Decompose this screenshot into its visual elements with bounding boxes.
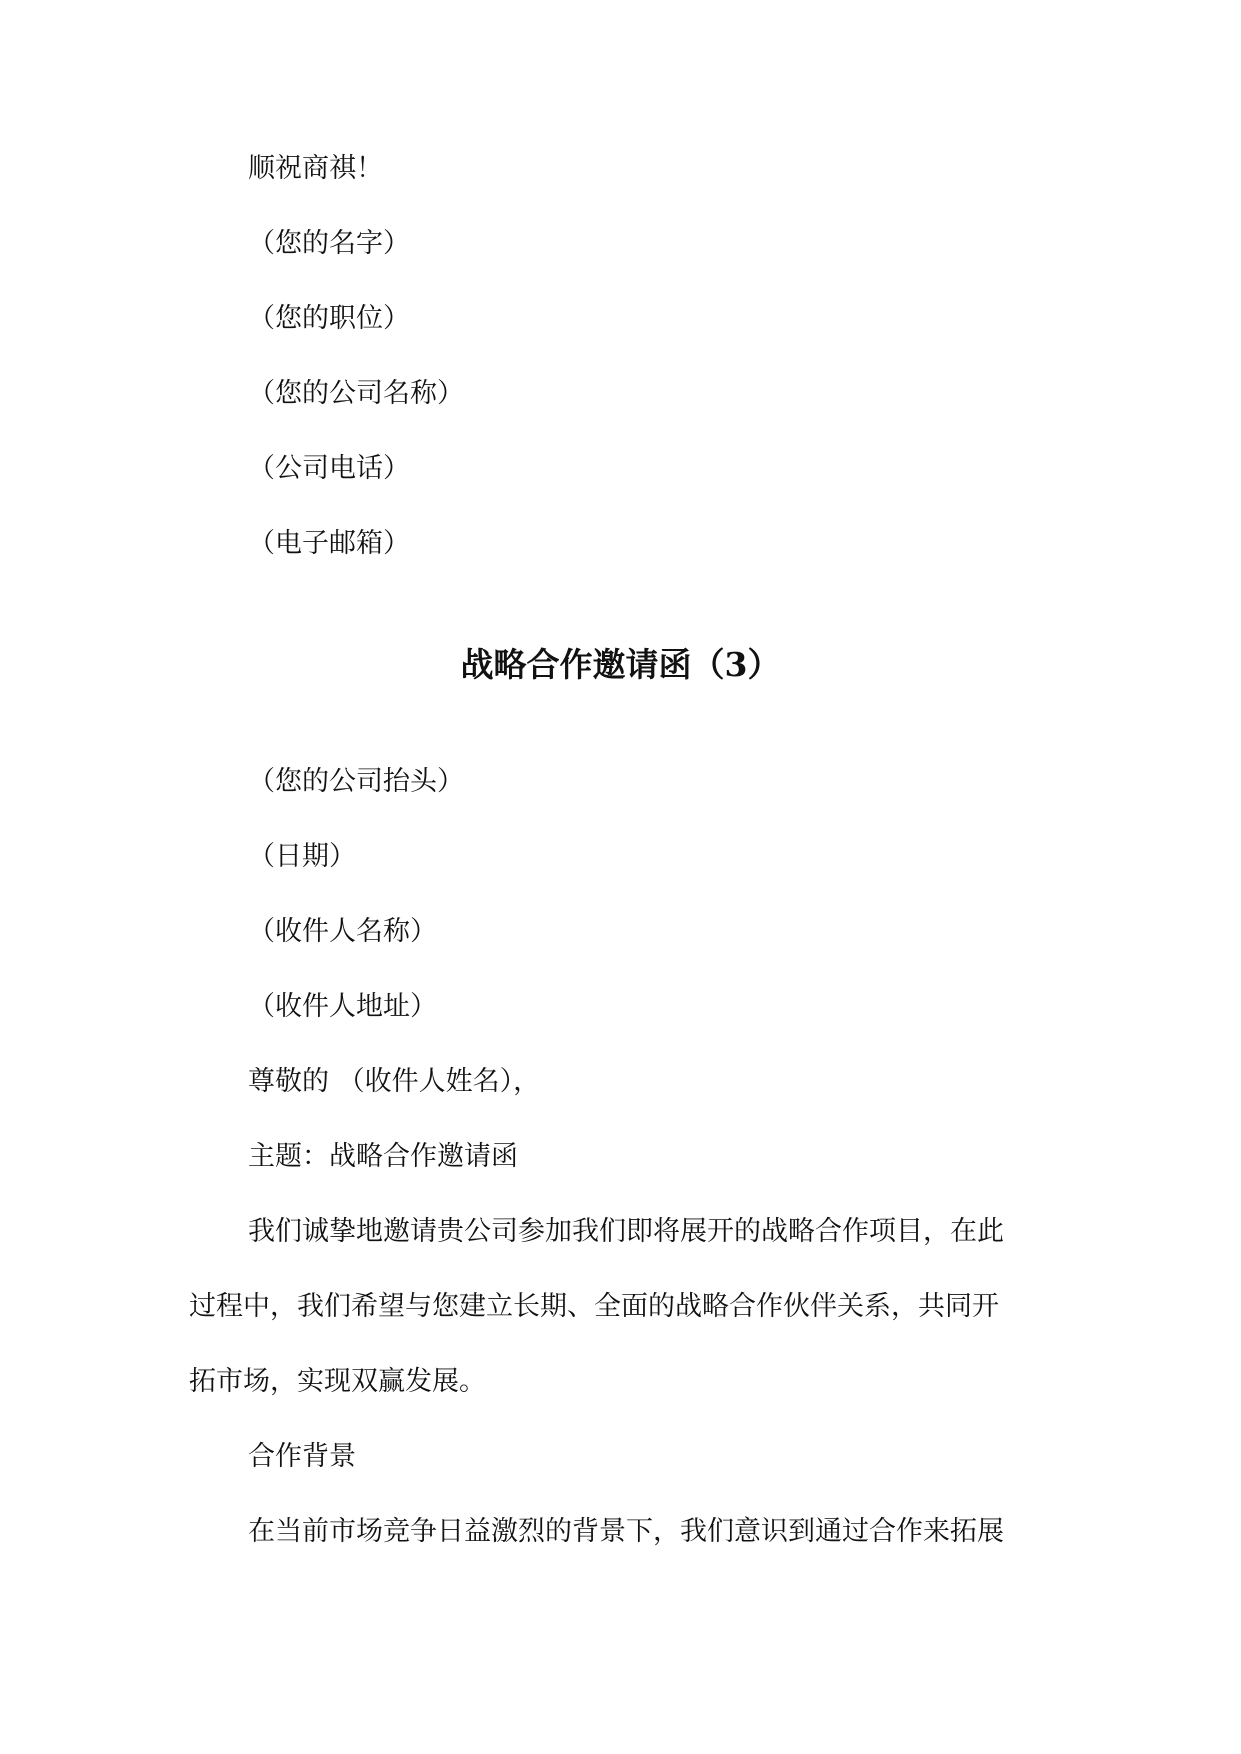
intro-paragraph-line: 过程中，我们希望与您建立长期、全面的战略合作伙伴关系，共同开 — [189, 1291, 999, 1322]
company-email: （电子邮箱） — [248, 528, 410, 559]
intro-paragraph-line: 我们诚挚地邀请贵公司参加我们即将展开的战略合作项目，在此 — [248, 1216, 1004, 1247]
sender-company: （您的公司名称） — [248, 378, 464, 409]
letter-title: 战略合作邀请函（3） — [460, 645, 781, 684]
subject-line: 主题：战略合作邀请函 — [248, 1141, 518, 1172]
intro-paragraph-line: 拓市场，实现双赢发展。 — [189, 1366, 486, 1397]
closing-greeting: 顺祝商祺！ — [248, 153, 383, 184]
recipient-address: （收件人地址） — [248, 991, 437, 1022]
sender-name: （您的名字） — [248, 228, 410, 259]
letter-date: （日期） — [248, 841, 356, 872]
recipient-name: （收件人名称） — [248, 916, 437, 947]
company-phone: （公司电话） — [248, 453, 410, 484]
sender-position: （您的职位） — [248, 303, 410, 334]
background-paragraph-line: 在当前市场竞争日益激烈的背景下，我们意识到通过合作来拓展 — [248, 1516, 1004, 1547]
company-letterhead: （您的公司抬头） — [248, 766, 464, 797]
salutation: 尊敬的 （收件人姓名）， — [248, 1066, 541, 1097]
section-heading: 合作背景 — [248, 1441, 356, 1472]
